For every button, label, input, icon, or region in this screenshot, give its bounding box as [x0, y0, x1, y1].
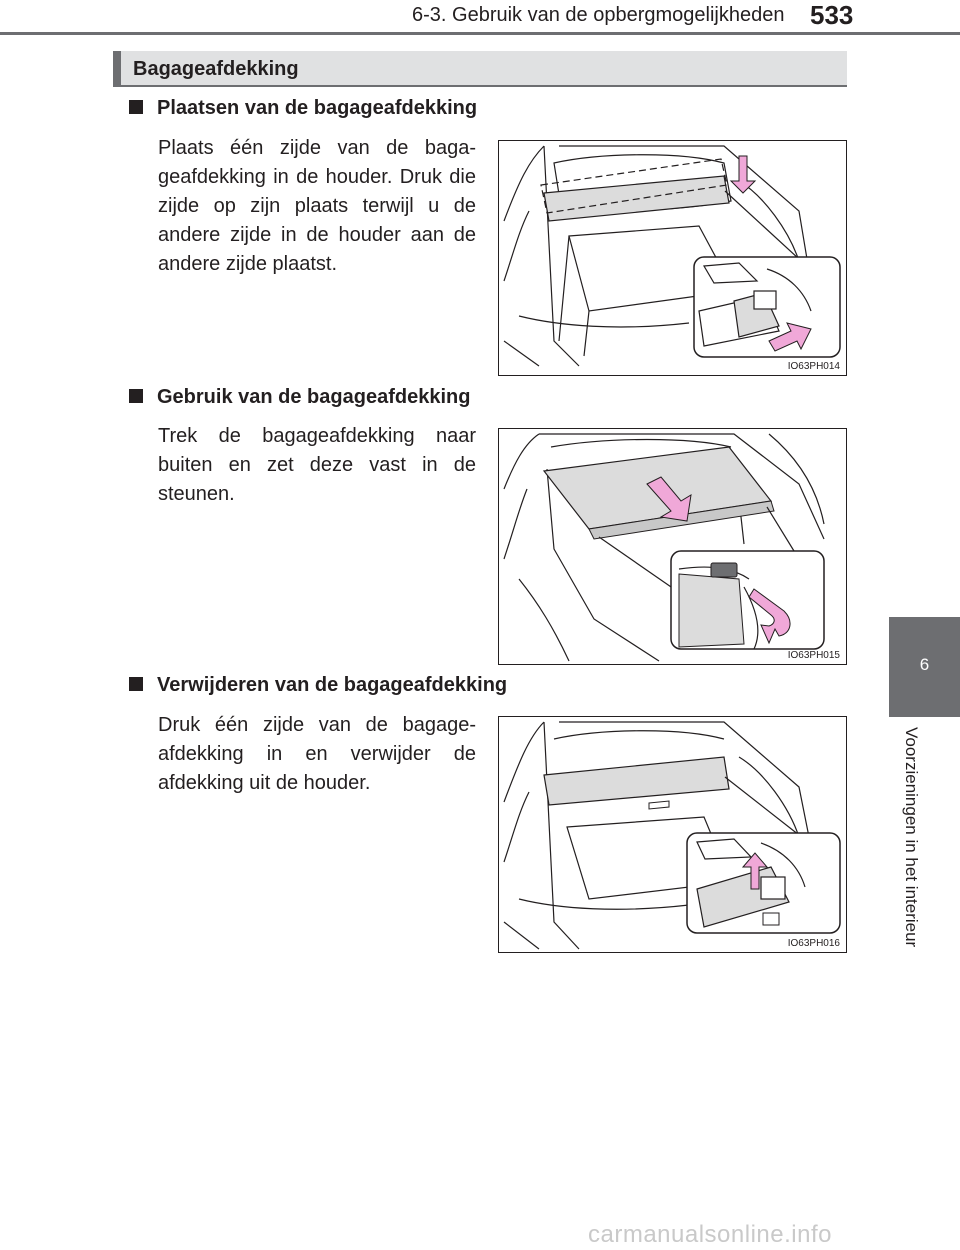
chapter-title: 6-3. Gebruik van de opbergmogelijkheden: [412, 4, 785, 26]
square-bullet-icon: [129, 389, 143, 403]
figure-code: IO63PH015: [787, 650, 840, 661]
install-cover-illustration: [499, 141, 847, 376]
figure-install-cover: [498, 140, 847, 376]
running-header: [0, 0, 960, 40]
section-title-bar: [113, 51, 847, 87]
subsection-paragraph-1: Plaats één zijde van de baga-geafdekking in de houder. Druk die zijde op zijn plaats terwijl u de andere zijde in de houder aan de andere zijde plaatst.: [158, 137, 476, 275]
chapter-tab-number: 6: [919, 655, 930, 674]
use-cover-illustration: [499, 429, 847, 665]
header-rule: [0, 32, 960, 35]
subsection-paragraph-2: Trek de bagageafdekking naar buiten en zet deze vast in de steunen.: [158, 425, 476, 505]
chapter-side-label: [893, 727, 927, 987]
square-bullet-icon: [129, 677, 143, 691]
subsection-heading-text: Plaatsen van de bagageafdekking: [157, 97, 478, 119]
subsection-paragraph-3: Druk één zijde van de bagage-afdekking in en verwijder de afdekking uit de houder.: [158, 714, 476, 794]
section-bar-accent: [113, 51, 121, 87]
chapter-tab[interactable]: [889, 617, 960, 717]
remove-cover-illustration: [499, 717, 847, 953]
section-bar-underline: [113, 85, 847, 87]
chapter-side-label-text: Voorzieningen in het interieur: [902, 727, 921, 948]
square-bullet-icon: [129, 100, 143, 114]
figure-code: IO63PH016: [787, 938, 840, 949]
section-title: Bagageafdekking: [133, 58, 299, 80]
subsection-heading-3: [129, 674, 507, 697]
figure-use-cover: [498, 428, 847, 665]
subsection-heading-1: [129, 97, 477, 120]
page-number: 533: [810, 0, 854, 30]
figure-code: IO63PH014: [787, 361, 840, 372]
subsection-heading-2: [129, 386, 470, 409]
figure-remove-cover: [498, 716, 847, 953]
watermark: carmanualsonline.info: [588, 1221, 832, 1248]
subsection-heading-text: Gebruik van de bagageafdekking: [157, 386, 471, 408]
subsection-heading-text: Verwijderen van de bagageafdekking: [157, 674, 508, 696]
